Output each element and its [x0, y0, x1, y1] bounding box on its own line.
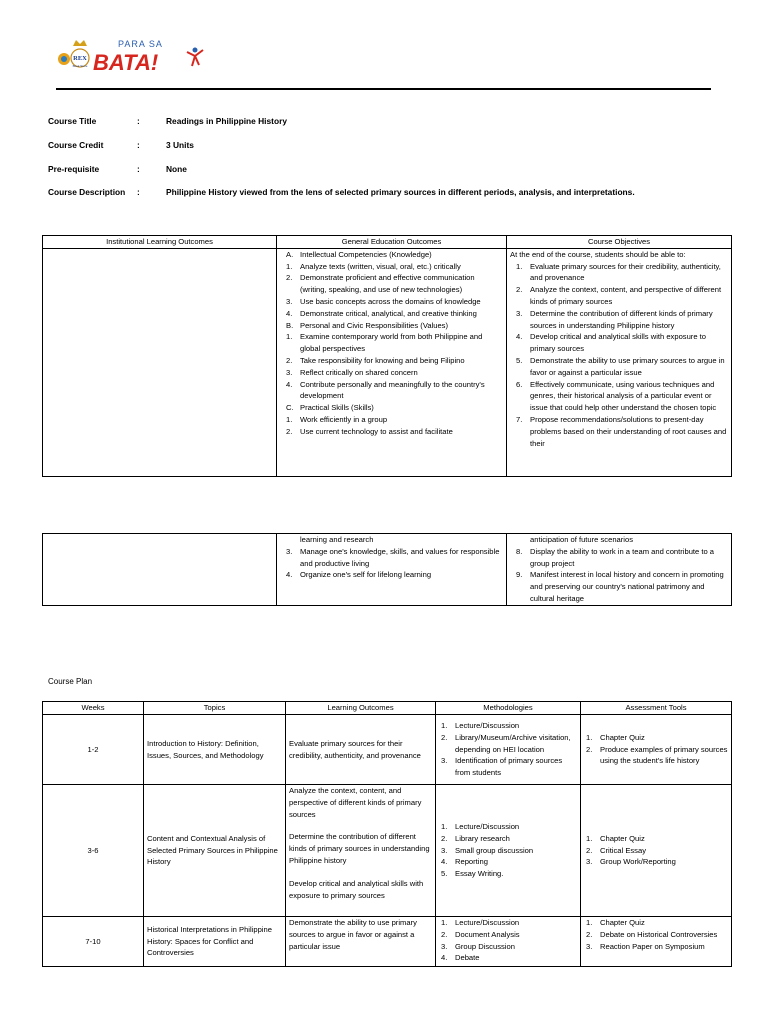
outcomes-cell: [286, 715, 436, 785]
co-intro: At the end of the course, students should be able to:: [510, 249, 686, 259]
co-cell: [507, 248, 732, 476]
method-item: 3. Small group discussion: [441, 845, 534, 855]
weeks-cell: 7-10: [43, 917, 144, 967]
method-item: 1. Lecture/Discussion: [441, 721, 520, 730]
co-item: 4. Develop critical and analytical skills with exposure to primary sources: [516, 332, 707, 354]
topic-cell: Content and Contextual Analysis of Selected Primary Sources in Philippine History: [144, 785, 286, 917]
geo-item: 3. Use basic concepts across the domains of knowledge: [286, 296, 481, 306]
co-item: 1. Evaluate primary sources for their credibility, authenticity, and provenance: [516, 261, 721, 283]
co-cell-continued: [507, 534, 732, 606]
learning-outcomes-header: Learning Outcomes: [286, 702, 436, 715]
ilo-cell-continued: [43, 534, 277, 606]
methods-cell: [436, 785, 581, 917]
geo-item: 3. Manage one's knowledge, skills, and values for responsible and productive living: [286, 546, 500, 568]
topic-cell: Introduction to History: Definition, Issues, Sources, and Methodology: [144, 715, 286, 785]
header-rule: [56, 88, 711, 90]
geo-item: 4. Contribute personally and meaningfully to the country's development: [286, 379, 485, 401]
outcome-text: Determine the contribution of different kinds of primary sources in understanding Philippine history: [289, 832, 430, 865]
method-item: 3. Identification of primary sources from students: [441, 756, 563, 778]
geo-cell-continued: [277, 534, 507, 606]
para-sa-bata-logo: [56, 36, 206, 76]
course-plan-table: [42, 701, 732, 967]
tool-item: 2. Produce examples of primary sources using the student's life history: [586, 744, 728, 766]
co-item: 2. Analyze the context, content, and perspective of different kinds of primary sources: [516, 285, 722, 306]
prerequisite-label: Pre-requisite: [48, 164, 100, 174]
logo-seal-text: REX: [73, 55, 87, 62]
co-header: Course Objectives: [507, 236, 732, 249]
ilo-cell: [43, 248, 277, 476]
geo-continuation: learning and research: [300, 535, 374, 544]
geo-cell: [277, 248, 507, 476]
weeks-cell: 1-2: [43, 715, 144, 785]
tool-item: 3. Reaction Paper on Symposium: [586, 941, 705, 951]
outcome-text: Analyze the context, content, and perspective of different kinds of primary sources: [289, 786, 422, 819]
geo-item: 3. Reflect critically on shared concern: [286, 367, 418, 377]
weeks-header: Weeks: [43, 702, 144, 715]
co-item: 7. Propose recommendations/solutions to present-day problems based on their understanding of root causes and their: [516, 414, 727, 448]
co-item: 9. Manifest interest in local history and concern in promoting and preserving our country's national patrimony and cultural heritage: [516, 570, 724, 603]
method-item: 5. Essay Writing.: [441, 869, 504, 879]
co-item: 8. Display the ability to work in a team and contribute to a group project: [516, 546, 715, 568]
geo-item: A. Intellectual Competencies (Knowledge): [286, 249, 432, 259]
geo-item: 2. Demonstrate proficient and effective communication (writing, speaking, and use of new technologies): [286, 273, 475, 295]
prerequisite-value: None: [166, 164, 187, 174]
logo-seal-sub: Book Store: [72, 64, 88, 68]
outcome-text: Evaluate primary sources for their credibility, authenticity, and provenance: [289, 738, 421, 760]
tools-cell: [581, 785, 732, 917]
course-description-label: Course Description: [48, 187, 126, 197]
co-item: 6. Effectively communicate, using various techniques and genres, their historical analysis of a particular event or issue that could help other understand the chosen topic: [516, 379, 717, 413]
method-item: 1. Lecture/Discussion: [441, 918, 520, 927]
logo-main-text: BATA!: [93, 50, 159, 75]
course-description-colon: :: [137, 187, 140, 197]
course-description-value: Philippine History viewed from the lens of selected primary sources in different periods, analysis, and interpretations.: [166, 187, 635, 197]
outcome-text: Demonstrate the ability to use primary sources to argue in favor or against a particular issue: [289, 918, 417, 951]
weeks-cell: 3-6: [43, 785, 144, 917]
course-credit-colon: :: [137, 140, 140, 150]
prerequisite-colon: :: [137, 164, 140, 174]
course-credit-label: Course Credit: [48, 140, 104, 150]
course-plan-title: Course Plan: [48, 677, 93, 686]
tool-item: 2. Debate on Historical Controversies: [586, 929, 718, 939]
geo-item: 1. Analyze texts (written, visual, oral, etc.) critically: [286, 261, 461, 271]
geo-item: 4. Organize one's self for lifelong learning: [286, 570, 432, 580]
geo-item: 4. Demonstrate critical, analytical, and creative thinking: [286, 308, 477, 318]
course-title-colon: :: [137, 116, 140, 126]
method-item: 4. Reporting: [441, 857, 488, 867]
methods-cell: [436, 917, 581, 967]
course-title-value: Readings in Philippine History: [166, 116, 287, 126]
topic-cell: Historical Interpretations in Philippine History: Spaces for Conflict and Controversies: [144, 917, 286, 967]
geo-item: B. Personal and Civic Responsibilities (Values): [286, 320, 449, 330]
outcomes-cell: [286, 785, 436, 917]
co-item: 5. Demonstrate the ability to use primary sources to argue in favor or against a particular issue: [516, 355, 725, 377]
geo-item: 1. Work efficiently in a group: [286, 414, 388, 424]
course-credit-value: 3 Units: [166, 140, 194, 150]
geo-header: General Education Outcomes: [277, 236, 507, 249]
assessment-tools-header: Assessment Tools: [581, 702, 732, 715]
method-item: 1. Lecture/Discussion: [441, 822, 520, 831]
geo-item: C. Practical Skills (Skills): [286, 403, 374, 413]
co-item: 3. Determine the contribution of different kinds of primary sources in understanding Philippine history: [516, 308, 713, 330]
method-item: 4. Debate: [441, 953, 480, 963]
table-row: [43, 785, 732, 917]
geo-item: 2. Take responsibility for knowing and being Filipino: [286, 355, 465, 365]
table-row: [43, 715, 732, 785]
method-item: 3. Group Discussion: [441, 941, 515, 951]
logo-top-text: PARA SA: [118, 39, 163, 49]
tool-item: 3. Group Work/Reporting: [586, 857, 676, 867]
methods-cell: [436, 715, 581, 785]
table-row: [43, 917, 732, 967]
geo-item: 2. Use current technology to assist and facilitate: [286, 426, 453, 436]
outcomes-table-continued: [42, 533, 732, 606]
geo-item: 1. Examine contemporary world from both Philippine and global perspectives: [286, 332, 483, 354]
method-item: 2. Library/Museum/Archive visitation, depending on HEI location: [441, 732, 571, 754]
tool-item: 2. Critical Essay: [586, 845, 646, 855]
course-title-label: Course Title: [48, 116, 97, 126]
co-continuation: anticipation of future scenarios: [530, 535, 633, 544]
tool-item: 1. Chapter Quiz: [586, 732, 645, 742]
method-item: 2. Document Analysis: [441, 929, 520, 939]
outcomes-cell: [286, 917, 436, 967]
tools-cell: [581, 917, 732, 967]
outcomes-table: [42, 235, 732, 477]
tool-item: 1. Chapter Quiz: [586, 833, 645, 843]
methodologies-header: Methodologies: [436, 702, 581, 715]
tools-cell: [581, 715, 732, 785]
topics-header: Topics: [144, 702, 286, 715]
outcome-text: Develop critical and analytical skills with exposure to primary sources: [289, 878, 424, 900]
method-item: 2. Library research: [441, 833, 510, 843]
tool-item: 1. Chapter Quiz: [586, 918, 645, 927]
ilo-header: Institutional Learning Outcomes: [43, 236, 277, 249]
